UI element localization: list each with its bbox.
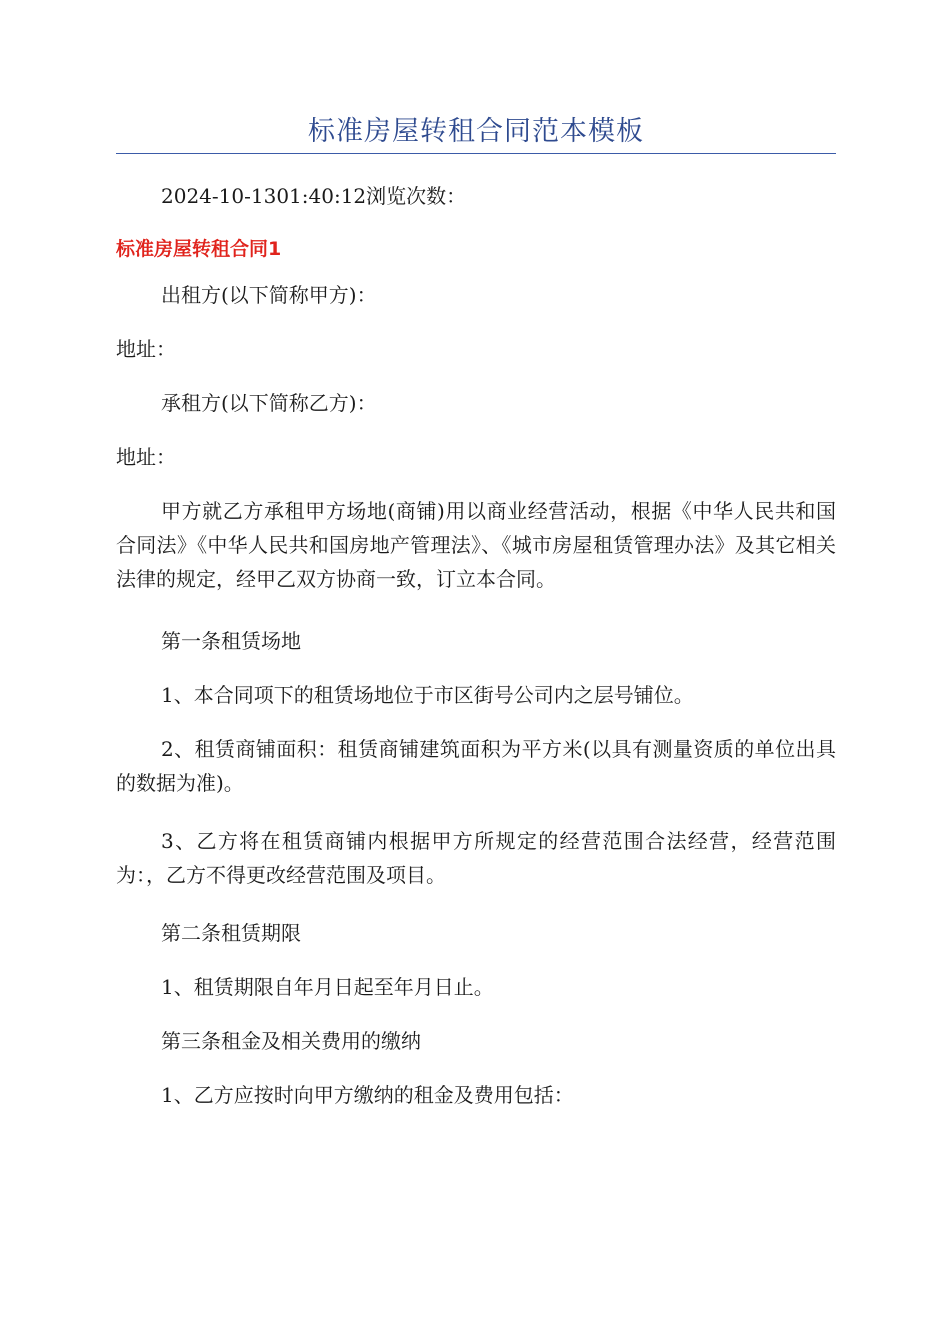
article-3-heading: 第三条租金及相关费用的缴纳 [161,1029,421,1053]
article-1-clause-2: 2、租赁商铺面积：租赁商铺建筑面积为平方米(以具有测量资质的单位出具的数据为准)。 [116,737,836,795]
article-2-clause-1: 1、租赁期限自年月日起至年月日止。 [161,975,494,999]
article-3-clause-1: 1、乙方应按时向甲方缴纳的租金及费用包括： [161,1083,574,1107]
paragraph-lessor-address: 地址： [116,337,176,361]
document-title: 标准房屋转租合同范本模板 [308,116,644,147]
paragraph-lessor: 出租方(以下简称甲方)： [161,283,377,307]
article-2-heading: 第二条租赁期限 [161,921,301,945]
publish-meta: 2024-10-1301:40:12浏览次数： [161,184,467,208]
section-heading: 标准房屋转租合同1 [116,238,282,260]
paragraph-lessee: 承租方(以下简称乙方)： [161,391,377,415]
paragraph-preamble: 甲方就乙方承租甲方场地(商铺)用以商业经营活动，根据《中华人民共和国合同法》《中华人民共和国房地产管理法》、《城市房屋租赁管理办法》及其它相关法律的规定，经甲乙双方协商一致，订立本合同。 [116,499,836,591]
article-1-clause-3: 3、乙方将在租赁商铺内根据甲方所规定的经营范围合法经营，经营范围为：，乙方不得更改经营范围及项目。 [116,829,836,887]
article-1-heading: 第一条租赁场地 [161,629,301,653]
paragraph-lessee-address: 地址： [116,445,176,469]
title-underline [116,153,836,154]
article-1-clause-1: 1、本合同项下的租赁场地位于市区街号公司内之层号铺位。 [161,683,694,707]
